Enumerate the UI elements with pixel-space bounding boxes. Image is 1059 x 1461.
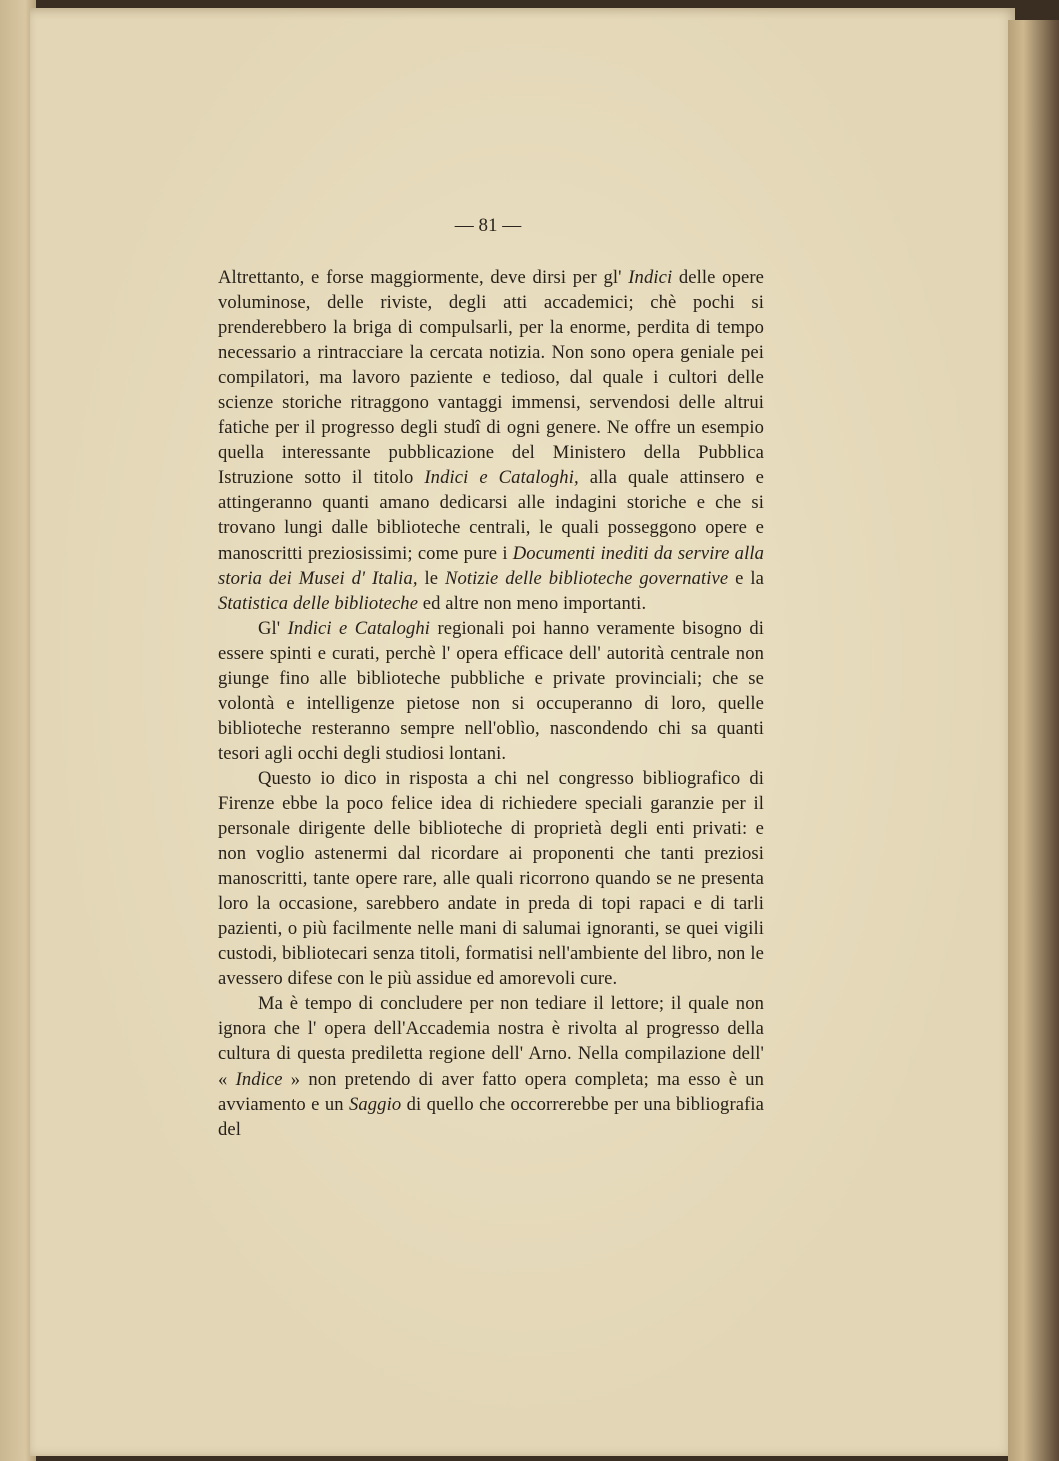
text-segment: » non pretendo di aver fatto opera completa; ma esso è un avviamento e un [218,1068,764,1115]
text-segment: Ma è tempo di concludere per non tediare il lettore; il quale non ignora che l' opera dell'Accademia nostra è rivolta al progresso della cultura di questa prediletta regione dell' Arno. Nella compilazione dell' « [218,993,764,1090]
text-segment: ed altre non meno importanti. [418,592,647,614]
paragraph-2 [218,616,764,766]
page-body-text [218,265,764,1142]
paragraph-1 [218,265,764,616]
italic-title-documenti-inediti: Documenti inediti da servire alla storia dei Musei d' Italia, [218,542,765,589]
italic-title-indice: Indice [235,1068,283,1090]
italic-title-indici-e-cataloghi: Indici e Cataloghi, [424,467,579,489]
text-segment: le [417,567,445,589]
italic-title-notizie: Notizie delle biblioteche governative [445,567,729,589]
text-segment: regionali poi hanno veramente bisogno di essere spinti e curati, perchè l' opera efficace dell' autorità centrale non giunge fino alle biblioteche pubbliche e private provinciali; che se volontà e intelligenze pietose non si occuperanno di loro, quelle biblioteche resteranno sempre nell'oblìo, nascondendo chi sa quanti tesori agli occhi degli studiosi lontani. [218,617,764,764]
page-number: — 81 — [454,215,522,236]
italic-word-saggio: Saggio [348,1093,402,1115]
text-segment: delle opere voluminose, delle riviste, degli atti accademici; chè pochi si prenderebbero la briga di compulsarli, per la enorme, perdita di tempo necessario a rintracciare la cercata notizia. Non sono opera geniale pei compilatori, ma lavoro paziente e tedioso, dal quale i cultori delle scienze storiche ritraggono vantaggi immensi, servendosi delle altrui fatiche per il progresso degli studî di ogni genere. Ne offre un esempio quella interessante pubblicazione del Ministero della Pubblica Istruzione sotto il titolo [218,267,764,489]
paragraph-3 [218,766,764,991]
text-segment: di quello che occorrerebbe per una bibliografia del [218,1093,764,1140]
italic-title-indici-e-cataloghi: Indici e Cataloghi [287,617,431,639]
text-segment: e la [728,567,764,589]
text-segment: Altrettanto, e forse maggiormente, deve dirsi per gl' [218,267,629,288]
text-segment: alla quale attinsero e attingeranno quanti amano dedicarsi alle indagini storiche e che si trovano lungi dalle biblioteche centrali, le quali posseggono opere e manoscritti preziosissimi; come pure i [218,467,764,564]
text-segment: Questo io dico in risposta a chi nel congresso bibliografico di Firenze ebbe la poco felice idea di richiedere speciali garanzie per il personale dirigente delle biblioteche di proprietà degli enti privati: e non voglio astenermi dal ricordare ai proponenti che tanti preziosi manoscritti, tante opere rare, alle quali ricorrono quando se ne presenta loro la occasione, sarebbero andate in preda di topi rapaci e di tarli pazienti, o più facilmente nelle mani di salumai ignoranti, se quei vigili custodi, bibliotecari senza titoli, formatisi nell'ambiente del libro, non le avessero difese con le più assidue ed amorevoli cure. [218,767,764,990]
paragraph-4 [218,991,764,1141]
italic-title-statistica: Statistica delle biblioteche [218,592,419,614]
page-stack-edge [1008,20,1059,1461]
text-segment: Gl' [258,617,288,639]
italic-title-indici: Indici [628,267,673,288]
